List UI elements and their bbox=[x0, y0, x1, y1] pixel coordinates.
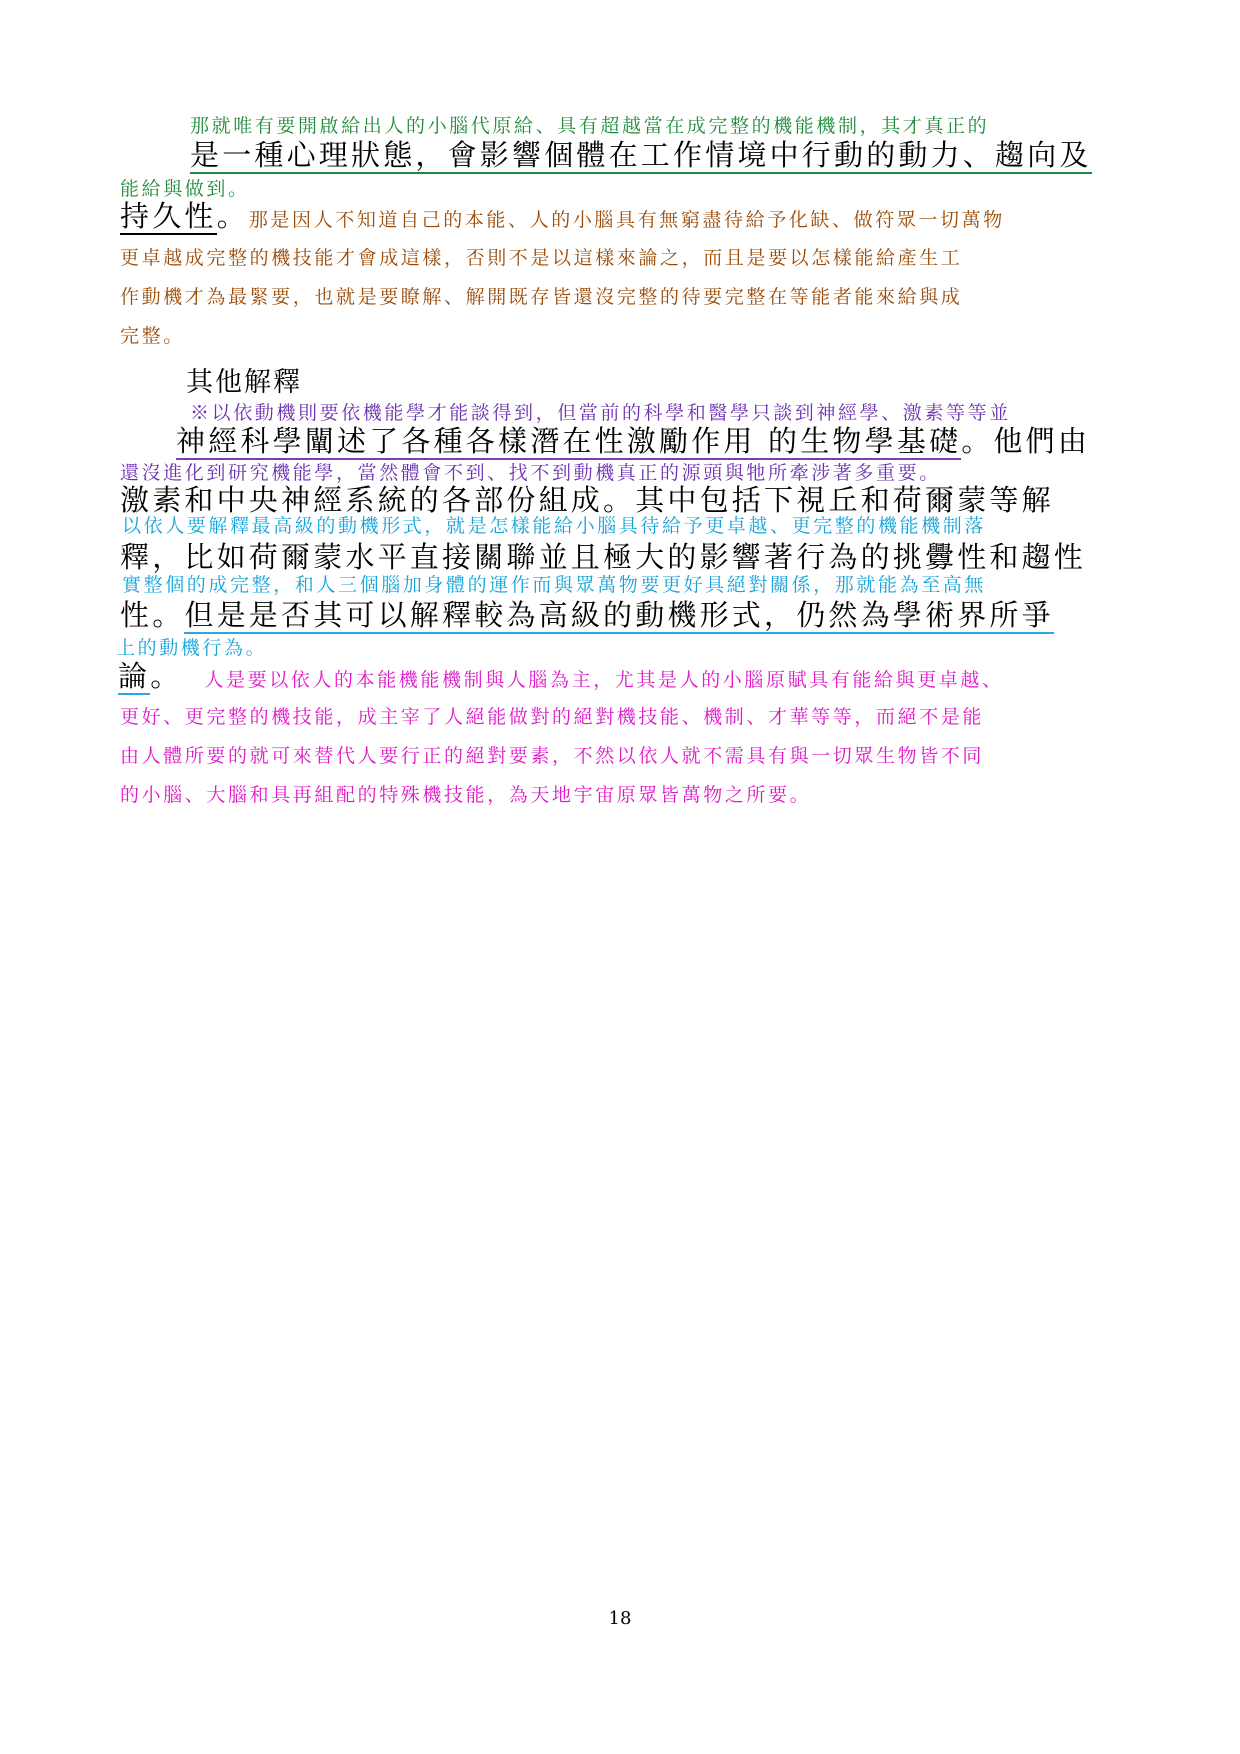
body-line: 激素和中央神經系統的各部份組成。其中包括下視丘和荷爾蒙等解 bbox=[120, 483, 1054, 517]
body-text: 持久性 bbox=[120, 199, 217, 233]
page-number: 18 bbox=[608, 1608, 632, 1629]
annotation-line: 那就唯有要開啟給出人的小腦代原給、具有超越當在成完整的機能機制，其才真正的 bbox=[190, 115, 990, 137]
annotation-line: 能給與做到。 bbox=[120, 178, 250, 200]
annotation-line: 完整。 bbox=[120, 325, 185, 347]
annotation-line: 的小腦、大腦和具再組配的特殊機技能，為天地宇宙原眾皆萬物之所要。 bbox=[120, 784, 812, 806]
body-line bbox=[176, 424, 1090, 458]
body-text: 。 bbox=[150, 659, 183, 693]
body-line: 釋，比如荷爾蒙水平直接關聯並且極大的影響著行為的挑釁性和趨性 bbox=[120, 540, 1087, 574]
body-text: 。 bbox=[216, 199, 249, 233]
annotation-line: 更好、更完整的機技能，成主宰了人絕能做對的絕對機技能、機制、才華等等，而絕不是能 bbox=[120, 706, 985, 728]
annotation-text: 人是要以依人的本能機能機制與人腦為主，尤其是人的小腦原賦具有能給與更卓越、 bbox=[204, 669, 1004, 691]
annotation-line: 還沒進化到研究機能學，當然體會不到、找不到動機真正的源頭與牠所牽涉著多重要。 bbox=[120, 462, 941, 484]
annotation-line: 上的動機行為。 bbox=[116, 637, 268, 659]
annotation-text: 那是因人不知道自己的本能、人的小腦具有無窮盡待給予化缺、做符眾一切萬物 bbox=[248, 209, 1005, 231]
annotation-line: 作動機才為最緊要，也就是要瞭解、解開既存皆還沒完整的待要完整在等能者能來給與成 bbox=[120, 286, 963, 308]
body-text: 。他們由 bbox=[961, 424, 1091, 458]
body-line bbox=[120, 598, 1054, 632]
annotation-line: 由人體所要的就可來替代人要行正的絕對要素，不然以依人就不需具有與一切眾生物皆不同 bbox=[120, 745, 985, 767]
body-text: 論 bbox=[118, 659, 151, 693]
annotation-line: 更卓越成完整的機技能才會成這樣，否則不是以這樣來論之，而且是要以怎樣能給產生工 bbox=[120, 247, 963, 269]
body-text: 是一種心理狀態，會影響個體在工作情境中行動的動力、趨向及 bbox=[190, 138, 1092, 172]
body-text: 性。 bbox=[120, 598, 185, 632]
mixed-line bbox=[118, 659, 1004, 693]
body-text: 神經科學闡述了各種各樣潛在性激勵作用 的生物學基礎 bbox=[176, 424, 962, 458]
annotation-line: 以依人要解釋最高級的動機形式，就是怎樣能給小腦具待給予更卓越、更完整的機能機制落 bbox=[122, 515, 987, 537]
annotation-line: ※以依動機則要依機能學才能談得到，但當前的科學和醫學只談到神經學、激素等等並 bbox=[190, 402, 1011, 424]
body-text: 但是是否其可以解釋較為高級的動機形式，仍然為學術界所爭 bbox=[184, 598, 1054, 632]
mixed-line bbox=[120, 199, 1005, 233]
annotation-line: 實整個的成完整，和人三個腦加身體的運作而與眾萬物要更好具絕對關係，那就能為至高無 bbox=[122, 574, 987, 596]
section-heading: 其他解釋 bbox=[186, 367, 302, 398]
body-line bbox=[190, 138, 1092, 172]
